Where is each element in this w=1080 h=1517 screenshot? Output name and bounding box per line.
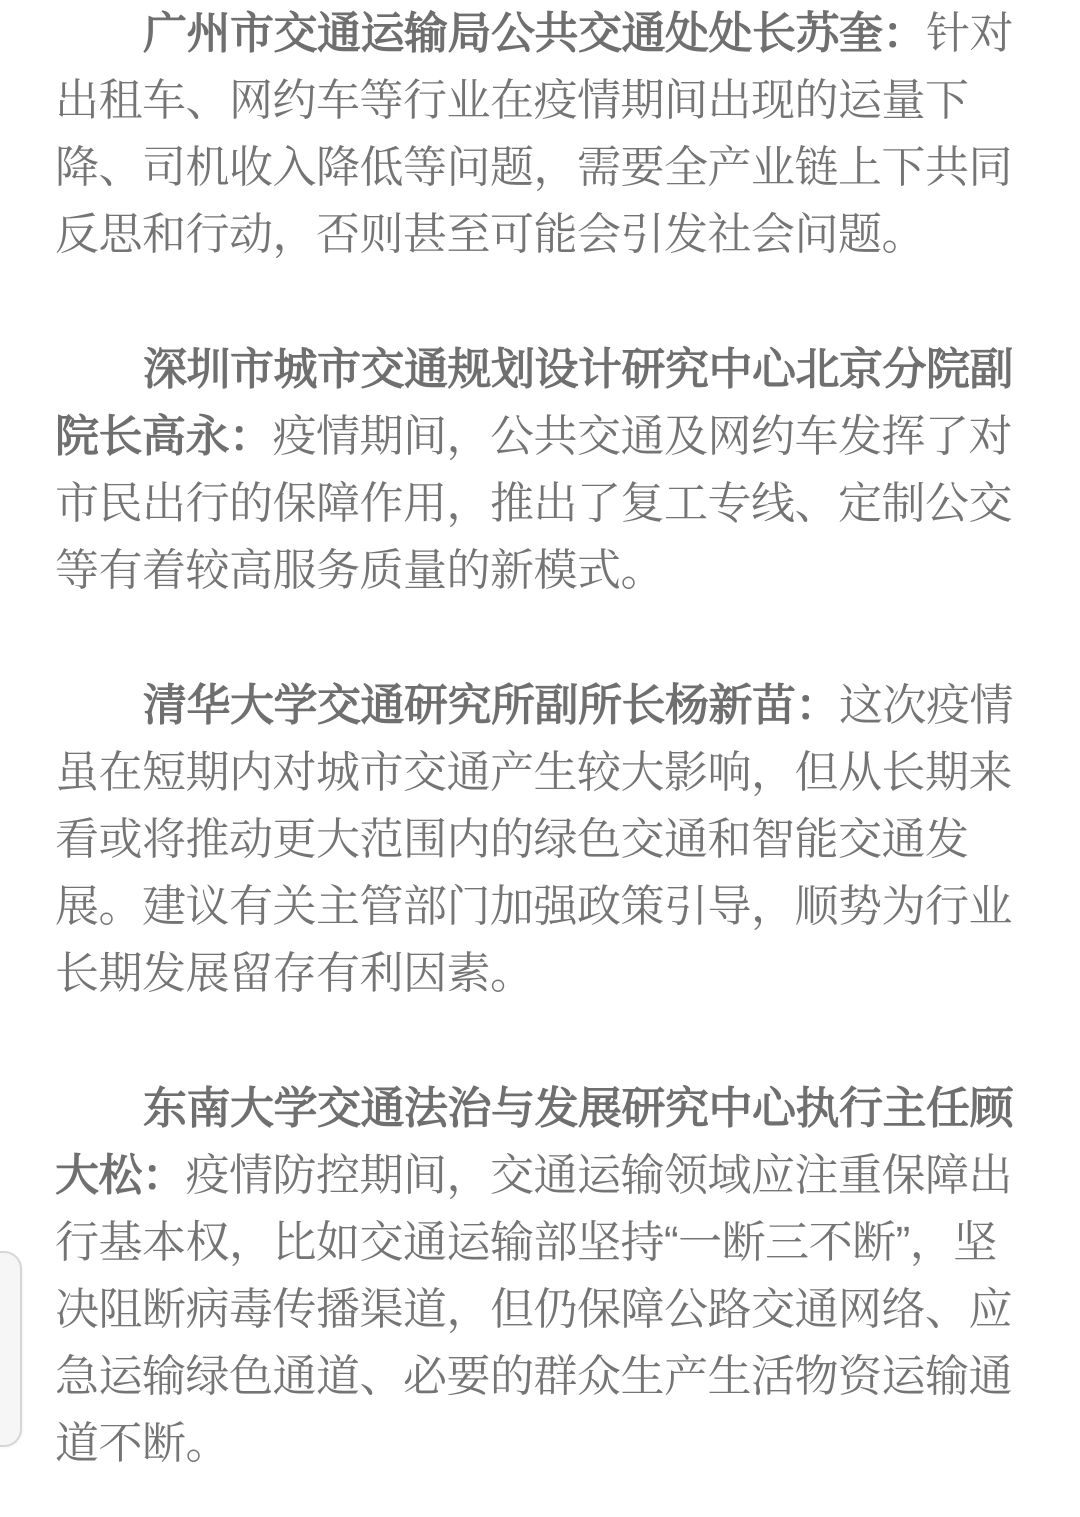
speaker-name: 清华大学交通研究所副所长杨新苗： — [143, 681, 839, 730]
paragraph — [55, 1075, 1025, 1477]
paragraph-text: 针对出租车、网约车等行业在疫情期间出现的运量下降、司机收入降低等问题，需要全产业链上下共同反思和行动，否则甚至可能会引发社会问题。 — [55, 9, 1013, 259]
paragraph-text: 疫情期间，公共交通及网约车发挥了对市民出行的保障作用，推出了复工专线、定制公交等有着较高服务质量的新模式。 — [55, 412, 1012, 595]
paragraph — [55, 0, 1025, 268]
float-window-handle[interactable] — [0, 1251, 22, 1447]
speaker-name: 深圳市城市交通规划设计研究中心北京分院副院长高永： — [55, 345, 1013, 461]
paragraph — [55, 336, 1025, 604]
paragraph-text: 这次疫情虽在短期内对城市交通产生较大影响，但从长期来看或将推动更大范围内的绿色交通和智能交通发展。建议有关主管部门加强政策引导，顺势为行业长期发展留存有利因素。 — [55, 681, 1013, 998]
speaker-name: 东南大学交通法治与发展研究中心执行主任顾大松： — [55, 1084, 1013, 1200]
paragraph-text: 疫情防控期间，交通运输领域应注重保障出行基本权，比如交通运输部坚持“一断三不断”，坚决阻断病毒传播渠道，但仍保障公路交通网络、应急运输绿色通道、必要的群众生产生活物资运输通道不断。 — [55, 1151, 1012, 1468]
speaker-name: 广州市交通运输局公共交通处处长苏奎： — [143, 9, 926, 58]
paragraph — [55, 672, 1025, 1007]
